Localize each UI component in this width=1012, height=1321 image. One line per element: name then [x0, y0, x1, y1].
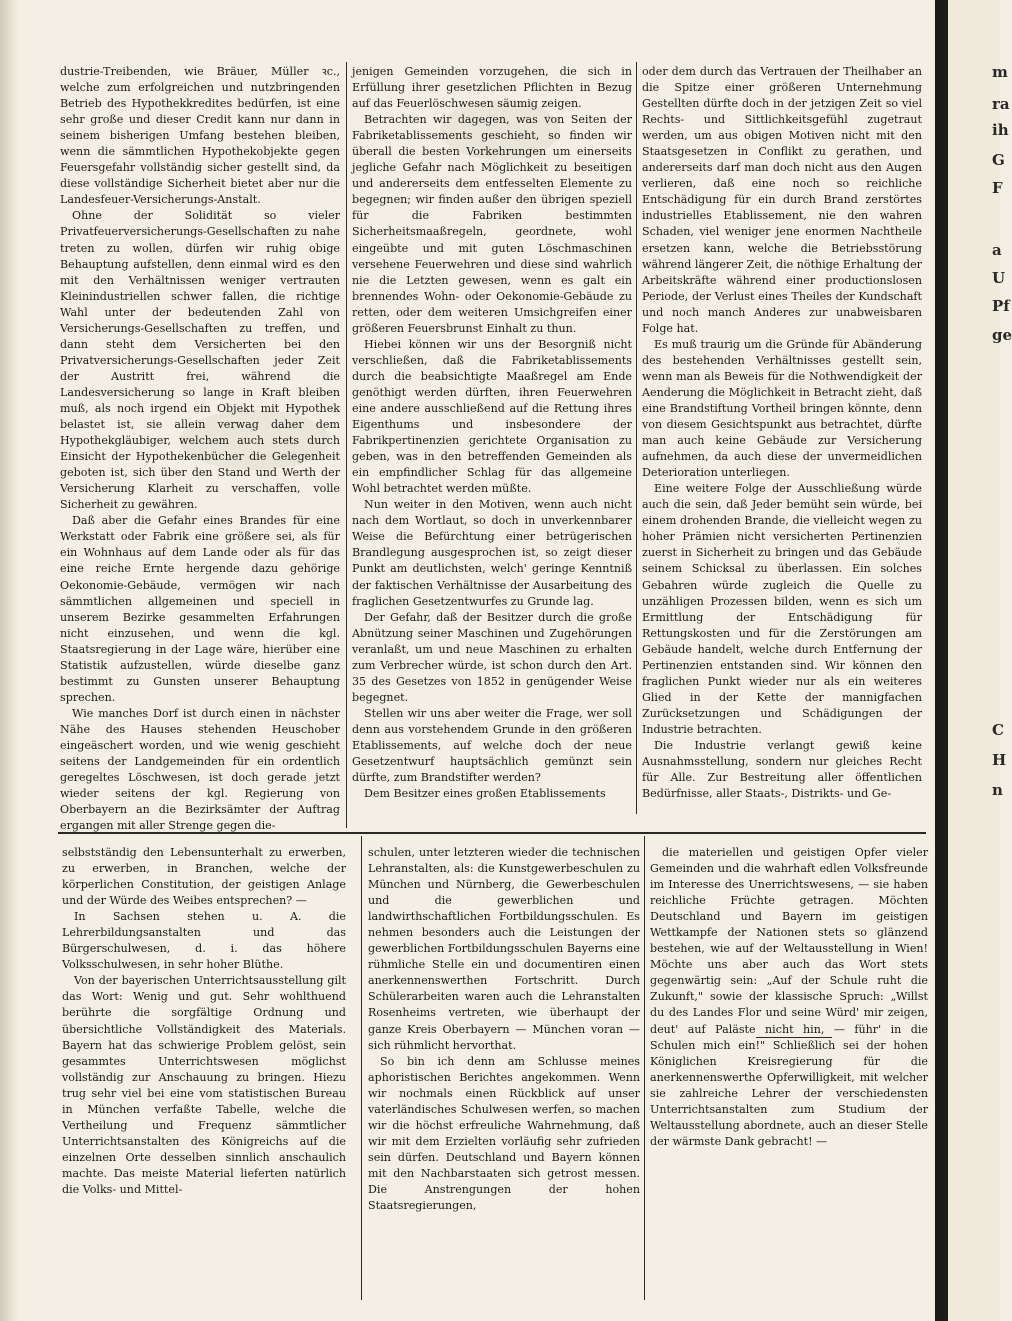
paragraph: In Sachsen stehen u. A. die Lehrerbildungsanstalten und das Bürgerschulwesen, d. i. das höhere Volksschulwesen, in sehr hoher Blüthe. — [62, 910, 346, 972]
paragraph: Von der bayerischen Unterrichtsausstellung gilt das Wort: Wenig und gut. Sehr wohlthuend berührte die sorgfältige Ordnung und übersichtliche Vollständigkeit des Materials. Bayern hat das schwierige Problem gelöst, sein gesammtes Unterrichtswesen möglichst vollständig zur Anschauung zu bringen. Hiezu trug sehr viel bei eine vom statistischen Bureau in München verfaßte Tabelle, welche die Vertheilung und Frequenz sämmtlicher Unterrichtsanstalten des Königreichs auf die einzelnen Orte desselben sinnlich anschaulich machte. Das meiste Material lieferten natürlich die Volks- und Mittel- — [62, 974, 346, 1196]
adjacent-page-fragment: m — [992, 63, 1008, 81]
lower-column-3 — [650, 845, 928, 1148]
page-shadow-left — [0, 0, 18, 1321]
column-rule — [361, 836, 362, 1300]
paragraph: die materiellen und geistigen Opfer vieler Gemeinden und die wahrhaft edlen Volksfreunde im Interesse des Unerrichtswesens, — sie haben reichliche Früchte getragen. Möchten Deutschland und Bayern im geistigen Wettkampfe der Nationen stets so glänzend bestehen, wie auf der Weltausstellung in Wien! Möchte uns aber auch das Wort stets gegenwärtig sein: „Auf der Schule ruht die Zukunft," sowie der klassische Spruch: „Willst du des Landes Flor und seine Würd' mir zeigen, deut' auf Paläste nicht hin, — führ' in die Schulen mich ein!" Schließlich sei der hohen Königlichen Kreisregierung für die anerkennenswerthe Opferwilligkeit, mit welcher sie zahlreiche Lehrer der verschiedensten Unterrichtsanstalten zum Studium der Weltausstellung abordnete, auch an dieser Stelle der wärmste Dank gebracht! — — [650, 846, 928, 1148]
adjacent-page-fragment: ih — [992, 121, 1009, 139]
paragraph: Betrachten wir dagegen, was von Seiten der Fabriketablissements geschieht, so finden wir überall die besten Vorkehrungen um einerseits jegliche Gefahr nach Möglichkeit zu beseitigen und andererseits dem entfesselten Elemente zu begegnen; wir finden außer den übrigen speziell für die Fabriken bestimmten Sicherheitsmaaßregeln, geordnete, wohl eingeübte und mit guten Löschmaschinen versehene Feuerwehren und diese sind wahrlich nie die Letzten gewesen, wenn es galt ein brennendes Wohn- oder Oekonomie-Gebäude zu retten, oder dem weiteren Umsichgreifen einer größeren Feuersbrunst Einhalt zu thun. — [352, 113, 632, 335]
adjacent-page-fragment: a — [992, 241, 1002, 259]
paragraph: Eine weitere Folge der Ausschließung würde auch die sein, daß Jeder bemüht sein würde, bei einem drohenden Brande, die vielleicht wegen zu hoher Prämien nicht versicherten Pertinenzien zuerst in Sicherheit zu bringen und das Gebäude seinem Schicksal zu überlassen. Ein solches Gebahren würde zugleich die Quelle zu unzähligen Prozessen bilden, wenn es sich um Ermittlung der Entschädigung für Rettungskosten und für die Zerstörungen am Gebäude handelt, welche durch Entfernung der Pertinenzien entstanden sind. Wir können den fraglichen Punkt wieder nur als ein weiteres Glied in der Kette der mannigfachen Zurücksetzungen und Schädigungen der Industrie betrachten. — [642, 482, 922, 736]
column-rule — [636, 62, 637, 814]
adjacent-page-edge — [948, 0, 1012, 1321]
paragraph: dustrie-Treibenden, wie Bräuer, Müller ꝛc., welche zum erfolgreichen und nutzbringenden Betrieb des Hypothekkredites bedürfen, ist eine sehr große und dieser Credit kann nur dann in seinem bisherigen Umfang bestehen bleiben, wenn die sämmtlichen Hypothekobjekte gegen Feuersgefahr vollständig sicher gestellt sind, da diese vollständige Sicherheit bietet aber nur die Landesfeuer-Versicherungs-Anstalt. — [60, 65, 340, 207]
paragraph: Die Industrie verlangt gewiß keine Ausnahmsstellung, sondern nur gleiches Recht für Alle. Zur Bestreitung aller öffentlichen Bedürfnisse, aller Staats-, Distrikts- und Ge- — [642, 738, 922, 801]
paragraph: Ohne der Solidität so vieler Privatfeuerversicherungs-Gesellschaften zu nahe treten zu wollen, dürfen wir ruhig obige Behauptung aufstellen, denn einmal wird es den mit den Verhältnissen weniger vertrauten Kleinindustriellen schwer fallen, die richtige Wahl unter der bedeutenden Zahl von Versicherungs-Gesellschaften zu treffen, und dann steht dem Versicherten bei den Privatversicherungs-Gesellschaften jeder Zeit der Austritt frei, während die Landesversicherung so lange in Kraft bleiben muß, als noch irgend ein Objekt mit Hypothek belastet ist, sie allein verwag daher dem Hypothekgläubiger, welchem auch stets durch Einsicht der Hypothekenbücher die Gelegenheit geboten ist, sich über den Stand und Werth der Versicherung Klarheit zu verschaffen, volle Sicherheit zu gewähren. — [60, 209, 340, 512]
adjacent-page-fragment: ge — [992, 326, 1012, 344]
paragraph: Hiebei können wir uns der Besorgniß nicht verschließen, daß die Fabriketablissements durch die beabsichtigte Maaßregel am Ende genöthigt werden dürften, ihren Feuerwehren eine andere ausschließend auf die Rettung ihres Eigenthums und insbesondere der Fabrikpertinenzien gerichtete Organisation zu geben, was in den betreffenden Gemeinden als ein empfindlicher Schlag für das allgemeine Wohl betrachtet werden müßte. — [352, 337, 632, 496]
paragraph: selbstständig den Lebensunterhalt zu erwerben, zu erwerben, in Branchen, welche der körperlichen Constitution, der geistigen Anlage und der Würde des Weibes entsprechen? — — [62, 846, 346, 908]
adjacent-page-fragment: F — [992, 179, 1003, 197]
closing-rule — [756, 1037, 832, 1038]
paragraph: Wie manches Dorf ist durch einen in nächster Nähe des Hauses stehenden Heuschober eingeäschert worden, und wie wenig geschieht seitens der Landgemeinden für ein ordentlich geregeltes Löschwesen, ist doch gerade jetzt wieder seitens der kgl. Regierung von Oberbayern an die Bezirksämter der Auftrag ergangen mit aller Strenge gegen die- — [60, 706, 340, 833]
adjacent-page-fragment: ra — [992, 95, 1010, 113]
paragraph: Stellen wir uns aber weiter die Frage, wer soll denn aus vorstehendem Grunde in den größeren Etablissements, auf welche doch der neue Gesetzentwurf hauptsächlich gemünzt sein dürfte, zum Brandstifter werden? — [352, 706, 632, 785]
lower-column-2 — [368, 845, 640, 1290]
column-rule — [346, 62, 347, 828]
paragraph: Daß aber die Gefahr eines Brandes für eine Werkstatt oder Fabrik eine größere sei, als für ein Wohnhaus auf dem Lande oder als für das eine reiche Ernte hergende dazu gehörige Oekonomie-Gebäude, vermögen wir nach sämmtlichen allgemeinen und speciell in unserem Bezirke gesammelten Erfahrungen nicht einzusehen, und wenn die kgl. Staatsregierung in der Lage wäre, hierüber eine Statistik aufzustellen, würde dieselbe ganz bestimmt zu Gunsten unserer Behauptung sprechen. — [60, 514, 340, 704]
paragraph: schulen, unter letzteren wieder die technischen Lehranstalten, als: die Kunstgewerbeschulen zu München und Nürnberg, die Gewerbeschulen und die gewerblichen und landwirthschaftlichen Fortbildungsschulen. Es nehmen besonders auch die Leistungen der gewerblichen Fortbildungsschulen Bayerns eine rühmliche Stelle ein und documentiren einen anerkennenswerthen Fortschritt. Durch Schülerarbeiten waren auch die Lehranstalten Rosenheims vertreten, wie überhaupt der ganze Kreis Oberbayern — München voran — sich rühmlicht hervorthat. — [368, 846, 640, 1052]
adjacent-page-fragment: C — [992, 721, 1004, 739]
paragraph: Es muß traurig um die Gründe für Abänderung des bestehenden Verhältnisses gestellt sein, wenn man als Beweis für die Nothwendigkeit der Aenderung die Möglichkeit in Betracht zieht, daß eine Brandstiftung Vortheil bringen könnte, denn von diesem Gesichtspunkt aus betrachtet, dürfte man auch keine Gebäude zur Versicherung aufnehmen, da auch diese der unvermeidlichen Deterioration unterliegen. — [642, 337, 922, 480]
paragraph: Der Gefahr, daß der Besitzer durch die große Abnützung seiner Maschinen und Zugehörungen veranlaßt, um und neue Maschinen zu erhalten zum Verbrecher würde, ist schon durch den Art. 35 des Gesetzes von 1852 in genügender Weise begegnet. — [352, 610, 632, 704]
adjacent-page-fragment: H — [992, 751, 1007, 769]
upper-column-1 — [60, 64, 340, 831]
upper-column-3 — [642, 64, 922, 817]
lower-column-1 — [62, 845, 346, 1290]
paragraph: oder dem durch das Vertrauen der Theilhaber an die Spitze einer größeren Unternehmung Gestellten dürfte doch in der jetzigen Zeit so viel Rechts- und Sittlichkeitsgefühl zugetraut werden, um aus obigen Motiven nicht mit den Staatsgesetzen in Conflikt zu gerathen, und andererseits darf man doch nicht aus den Augen verlieren, daß eine noch so reichliche Entschädigung für ein durch Brand zerstörtes industrielles Etablissement, nie den wahren Schaden, viel weniger jene enormen Nachtheile ersetzen kann, welche die Betriebsstörung während längerer Zeit, die nöthige Erhaltung der Arbeitskräfte während einer productionslosen Periode, der Verlust eines Theiles der Kundschaft und noch manch Anderes zur unabweisbaren Folge hat. — [642, 65, 922, 335]
paragraph: jenigen Gemeinden vorzugehen, die sich in Erfüllung ihrer gesetzlichen Pflichten in Bezug auf das Feuerlöschwesen säumig zeigen. — [352, 65, 632, 111]
adjacent-page-fragment: G — [992, 151, 1005, 169]
paragraph: So bin ich denn am Schlusse meines aphoristischen Berichtes angekommen. Wenn wir nochmals einen Rückblick auf unser vaterländisches Schulwesen werfen, so machen wir die höchst erfreuliche Wahrnehmung, daß wir mit dem Erzielten vorläufig sehr zufrieden sein dürfen. Deutschland und Bayern können mit den Nachbarstaaten sich getrost messen. Die Anstrengungen der hohen Staatsregierungen, — [368, 1054, 640, 1213]
paragraph: Nun weiter in den Motiven, wenn auch nicht nach dem Wortlaut, so doch in unverkennbarer Weise die Befürchtung einer betrügerischen Brandlegung ausgesprochen ist, so zeigt dieser Punkt am deutlichsten, welch' geringe Kenntniß der faktischen Verhältnisse der Ausarbeitung des fraglichen Gesetzentwurfes zu Grunde lag. — [352, 498, 632, 608]
column-rule — [644, 836, 645, 1300]
section-divider — [58, 832, 926, 834]
adjacent-page-fragment: Pf — [992, 297, 1010, 315]
adjacent-page-fragment: n — [992, 781, 1003, 799]
upper-column-2 — [352, 64, 632, 813]
adjacent-page-fragment: U — [992, 269, 1006, 287]
paragraph: Dem Besitzer eines großen Etablissements — [364, 787, 606, 801]
